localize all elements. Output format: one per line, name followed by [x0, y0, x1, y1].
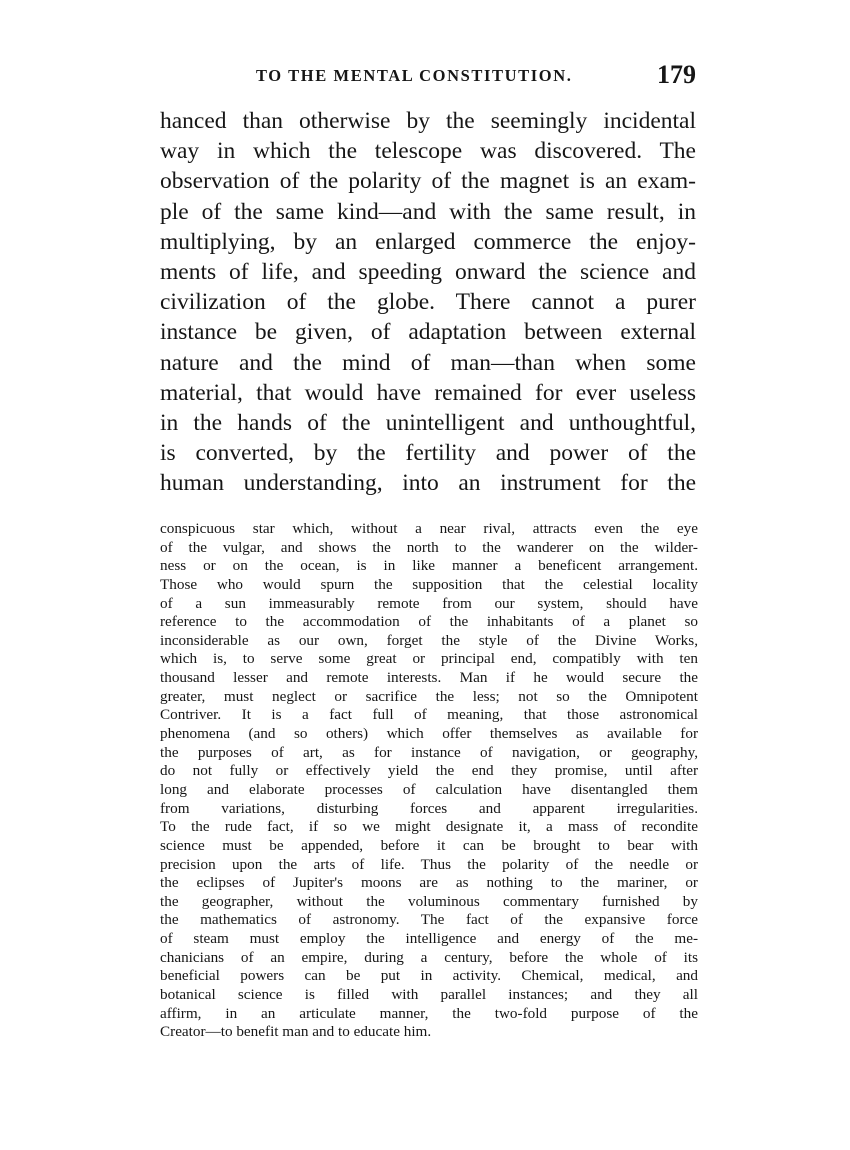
footnote-block — [160, 520, 698, 1042]
main-text-line: instance be given, of adaptation between external — [160, 319, 696, 346]
main-text-line: observation of the polarity of the magnet is an exam- — [160, 168, 696, 195]
main-text-line: is converted, by the fertility and power of the — [160, 440, 696, 467]
main-text-block — [160, 106, 696, 498]
page-number: 179 — [657, 60, 696, 89]
footnote-line: the purposes of art, as for instance of navigation, or geography, — [160, 743, 698, 761]
footnote-line: beneficial powers can be put in activity. Chemical, medical, and — [160, 967, 698, 985]
running-head — [160, 60, 700, 92]
main-text-line: way in which the telescope was discovered. The — [160, 138, 696, 165]
footnote-line: conspicuous star which, without a near rival, attracts even the eye — [160, 520, 698, 537]
footnote-line: precision upon the arts of life. Thus the polarity of the needle or — [160, 855, 698, 873]
footnote-line: Creator—to benefit man and to educate him. — [160, 1023, 432, 1041]
main-text-line: in the hands of the unintelligent and unthoughtful, — [160, 409, 696, 436]
main-text-line: ple of the same kind—and with the same result, in — [160, 198, 696, 225]
footnote-line: the mathematics of astronomy. The fact of the expansive force — [160, 911, 698, 929]
main-text-line: civilization of the globe. There cannot a purer — [160, 289, 696, 316]
main-text-line: hanced than otherwise by the seemingly incidental — [160, 108, 696, 134]
footnote-line: botanical science is filled with parallel instances; and they all — [160, 986, 698, 1004]
footnote-line: of steam must employ the intelligence and energy of the me- — [160, 930, 698, 948]
footnote-line: phenomena (and so others) which offer themselves as available for — [160, 725, 698, 743]
footnote-line: of a sun immeasurably remote from our system, should have — [160, 594, 698, 612]
footnote-line: Contriver. It is a fact full of meaning, that those astronomical — [160, 706, 698, 724]
footnote-line: Those who would spurn the supposition that the celestial locality — [160, 575, 698, 593]
main-text-line: nature and the mind of man—than when some — [160, 349, 696, 376]
footnote-line: the eclipses of Jupiter's moons are as nothing to the mariner, or — [160, 874, 698, 892]
footnote-line: science must be appended, before it can be brought to bear with — [160, 836, 698, 854]
footnote-line: affirm, in an articulate manner, the two-fold purpose of the — [160, 1004, 698, 1022]
footnote-line: reference to the accommodation of the inhabitants of a planet so — [160, 613, 698, 631]
footnote-line: long and elaborate processes of calculation have disentangled them — [160, 780, 698, 798]
running-title: TO THE MENTAL CONSTITUTION. — [256, 66, 573, 85]
footnote-line: ness or on the ocean, is in like manner a beneficent arrangement. — [160, 557, 698, 575]
footnote-line: greater, must neglect or sacrifice the less; not so the Omnipotent — [160, 687, 698, 705]
main-text-line: multiplying, by an enlarged commerce the enjoy- — [160, 228, 696, 255]
main-text-line: human understanding, into an instrument for the — [160, 470, 696, 497]
footnote-line: from variations, disturbing forces and apparent irregularities. — [160, 799, 698, 817]
footnote-line: the geographer, without the voluminous commentary furnished by — [160, 892, 698, 910]
footnote-line: thousand lesser and remote interests. Man if he would secure the — [160, 669, 698, 687]
footnote-line: which is, to serve some great or principal end, compatibly with ten — [160, 650, 698, 668]
footnote-line: To the rude fact, if so we might designate it, a mass of recondite — [160, 818, 698, 836]
footnote-line: chanicians of an empire, during a century, before the whole of its — [160, 948, 698, 966]
main-text-line: material, that would have remained for ever useless — [160, 379, 696, 406]
footnote-line: inconsiderable as our own, forget the style of the Divine Works, — [160, 631, 698, 649]
footnote-line: of the vulgar, and shows the north to the wanderer on the wilder- — [160, 538, 698, 556]
main-text-line: ments of life, and speeding onward the science and — [160, 258, 696, 285]
footnote-line: do not fully or effectively yield the end they promise, until after — [160, 762, 698, 780]
